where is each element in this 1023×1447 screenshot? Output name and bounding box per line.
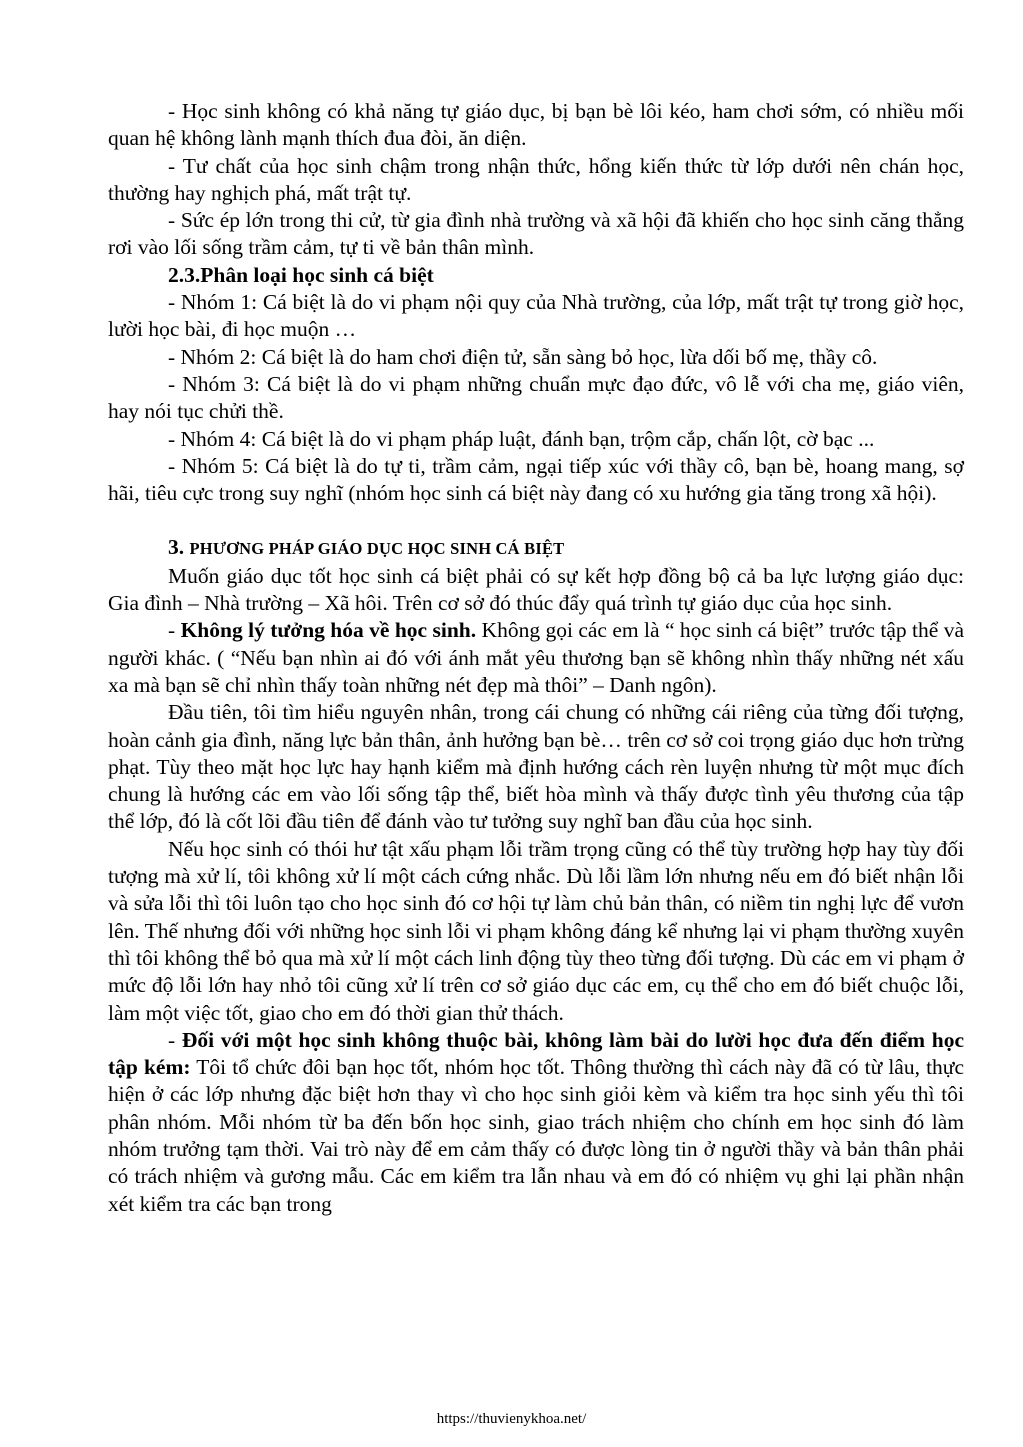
section-title: PHƯƠNG PHÁP GIÁO DỤC HỌC SINH CÁ BIỆT <box>189 539 565 559</box>
group-item-2: - Nhóm 2: Cá biệt là do ham chơi điện tử, sẵn sàng bỏ học, lừa dối bố mẹ, thầy cô. <box>168 344 878 369</box>
point-2-text: Tôi tổ chức đôi bạn học tốt, nhóm học tốt. Thông thường thì cách này đã có từ lâu, thực hiện ở các lớp nhưng đặc biệt hơn thay vì cho học sinh giỏi kèm và kiểm tra học sinh yếu thì tôi phân nhóm. Mỗi nhóm từ ba đến bốn học sinh, giao trách nhiệm cho chính em học sinh đó làm nhóm trưởng tạm thời. Vai trò này để em cảm thấy có được lòng tin ở người thầy và bản thân phải có trách nhiệm và gương mẫu. Các em kiểm tra lẫn nhau và em đó có nhiệm vụ ghi lại phần nhận xét kiểm tra các bạn trong <box>108 1055 964 1216</box>
point-1-paragraph <box>108 617 964 699</box>
paragraph-second: Nếu học sinh có thói hư tật xấu phạm lỗi trầm trọng cũng có thể tùy trường hợp hay tùy đối tượng mà xử lí, tôi không xử lí một cách cứng nhắc. Dù lỗi lầm lớn nhưng nếu em đó biết nhận lỗi và sửa lỗi thì tôi luôn tạo cho học sinh đó cơ hội tự làm chủ bản thân, có niềm tin nghị lực để vươn lên. Thế nhưng đối với những học sinh lỗi vi phạm không đáng kể nhưng lại vi phạm thường xuyên thì tôi không thể bỏ qua mà xử lí một cách linh động tùy theo từng đối tượng. Dù các em vi phạm ở mức độ lỗi lớn hay nhỏ tôi cũng xử lí trên cơ sở giáo dục các em, cụ thể cho em đó biết chuộc lỗi, làm một việc tốt, giao cho em đó thời gian thử thách. <box>108 836 965 1025</box>
point-2-paragraph <box>108 1027 964 1218</box>
point-2-prefix: - <box>168 1027 182 1052</box>
section-number: 3 <box>168 535 179 560</box>
group-item-5: - Nhóm 5: Cá biệt là do tự ti, trầm cảm, ngại tiếp xúc với thầy cô, bạn bè, hoang mang, sợ hãi, tiêu cực trong suy nghĩ (nhóm học sinh cá biệt này đang có xu hướng gia tăng trong xã hội). <box>108 453 964 506</box>
section-separator: . <box>178 535 190 560</box>
section-heading-2-3: 2.3.Phân loại học sinh cá biệt <box>168 262 434 287</box>
group-item-3: - Nhóm 3: Cá biệt là do vi phạm những chuẩn mực đạo đức, vô lễ với cha mẹ, giáo viên, hay nói tục chửi thề. <box>108 371 964 424</box>
cause-paragraph-3: - Sức ép lớn trong thi cử, từ gia đình nhà trường và xã hội đã khiến cho học sinh căng thẳng rơi vào lối sống trầm cảm, tự ti về bản thân mình. <box>108 208 964 260</box>
section-heading-3 <box>108 534 964 562</box>
section-intro: Muốn giáo dục tốt học sinh cá biệt phải có sự kết hợp đồng bộ cả ba lực lượng giáo dục: Gia đình – Nhà trường – Xã hôi. Trên cơ sở đó thúc đẩy quá trình tự giáo dục của học sinh. <box>108 563 964 616</box>
point-2-bold-lead: Đối với một học sinh không thuộc bài, không làm bài do lười học đưa đến điểm học tập kém: <box>108 1027 964 1080</box>
document-body <box>108 98 964 1218</box>
group-item-4: - Nhóm 4: Cá biệt là do vi phạm pháp luật, đánh bạn, trộm cắp, chấn lột, cờ bạc ... <box>168 426 875 451</box>
cause-paragraph-1: - Học sinh không có khả năng tự giáo dục, bị bạn bè lôi kéo, ham chơi sớm, có nhiều mối quan hệ không lành mạnh thích đua đòi, ăn diện. <box>108 99 964 151</box>
point-1-bold-lead: Không lý tưởng hóa về học sinh. <box>180 618 477 643</box>
group-item-1: - Nhóm 1: Cá biệt là do vi phạm nội quy của Nhà trường, của lớp, mất trật tự trong giờ học, lười học bài, đi học muộn … <box>108 290 964 342</box>
paragraph-first: Đầu tiên, tôi tìm hiểu nguyên nhân, trong cái chung có những cái riêng của từng đối tượng, hoàn cảnh gia đình, năng lực bản thân, ảnh hưởng bạn bè… trên cơ sở coi trọng giáo dục hơn trừng phạt. Tùy theo mặt học lực hay hạnh kiểm mà định hướng cách rèn luyện nhưng từ một mục đích chung là hướng các em vào lối sống tập thể, biết hòa mình và thấy được tình yêu thương của tập thể lớp, đó là cốt lõi đầu tiên để đánh vào tư tưởng suy nghĩ ban đầu của học sinh. <box>108 700 964 834</box>
cause-paragraph-2: - Tư chất của học sinh chậm trong nhận thức, hổng kiến thức từ lớp dưới nên chán học, thường hay nghịch phá, mất trật tự. <box>108 153 964 205</box>
point-1-prefix: - <box>168 618 181 643</box>
footer-url: https://thuvienykhoa.net/ <box>436 1411 587 1427</box>
point-1-text: Không gọi các em là “ học sinh cá biệt” trước tập thể và người khác. ( “Nếu bạn nhìn ai đó với ánh mắt yêu thương bạn sẽ không nhìn thấy những nét xấu xa mà bạn sẽ chỉ nhìn thấy toàn những nét đẹp mà thôi” – Danh ngôn). <box>108 618 964 697</box>
